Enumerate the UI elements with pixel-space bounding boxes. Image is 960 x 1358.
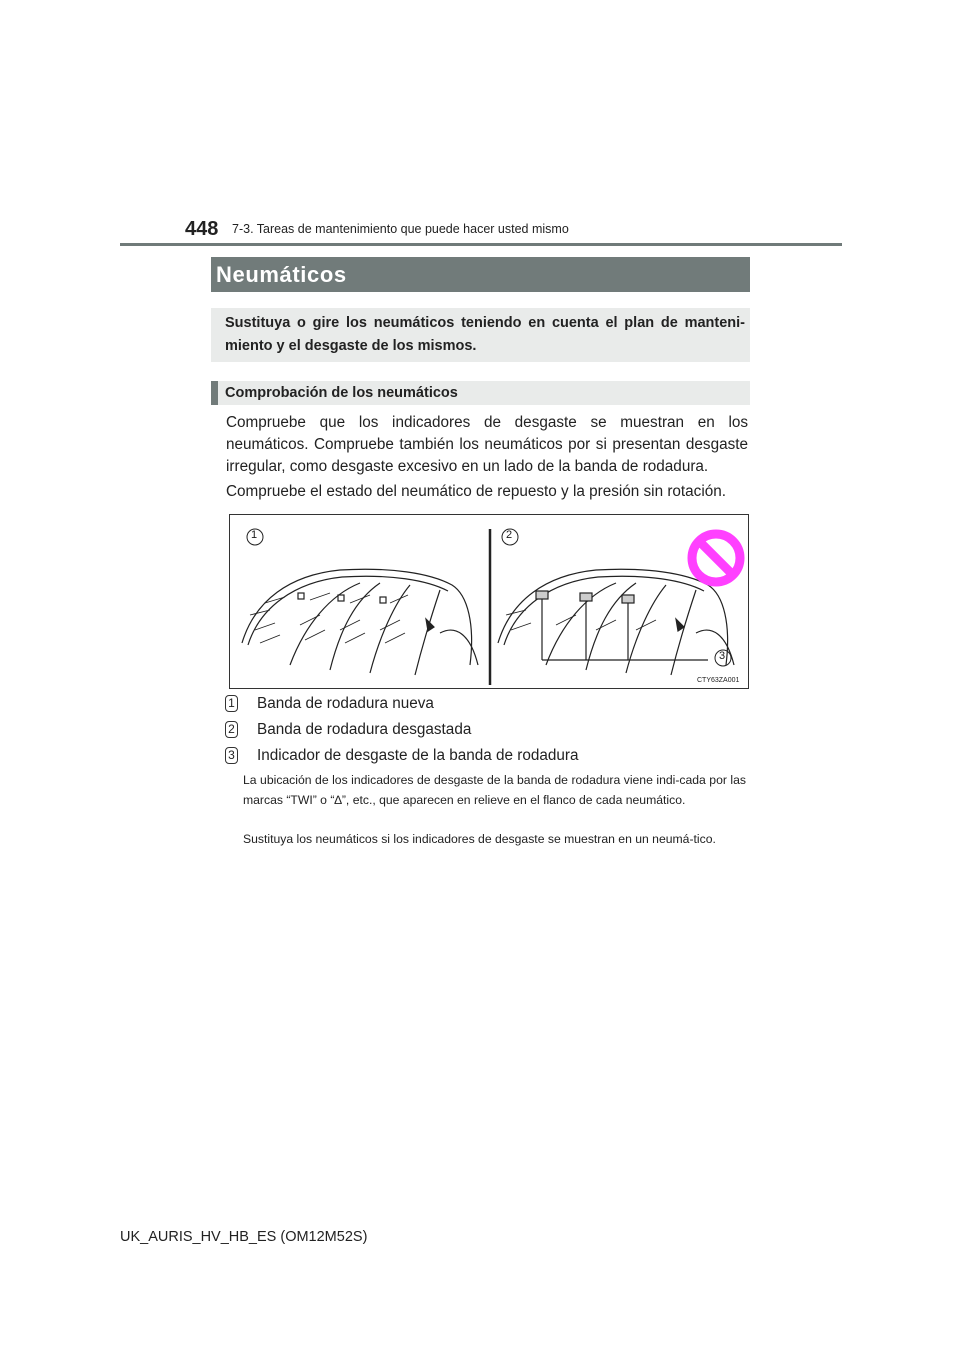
page-title: Neumáticos — [216, 262, 347, 287]
section-path: 7-3. Tareas de mantenimiento que puede hacer usted mismo — [232, 222, 569, 236]
intro-text: Sustituya o gire los neumáticos teniendo en cuenta el plan de manteni-miento y el desgaste de los mismos. — [225, 315, 745, 354]
footer-document-id: UK_AURIS_HV_HB_ES (OM12M52S) — [120, 1229, 368, 1245]
figure-code: CTY63ZA001 — [697, 677, 740, 684]
legend-number-1: 1 — [225, 695, 238, 712]
legend-number-2: 2 — [225, 721, 238, 738]
paragraph-spare-tire: Compruebe el estado del neumático de repuesto y la presión sin rotación. — [226, 483, 726, 500]
paragraph-wear-indicators: Compruebe que los indicadores de desgaste se muestran en los neumáticos. Compruebe también los neumáticos por si presentan desgaste irregular, como desgaste excesivo en un lado de la banda de rodadura. — [226, 414, 748, 475]
legend-text-1: Banda de rodadura nueva — [257, 695, 434, 712]
tire-illustration — [229, 514, 749, 689]
page-number: 448 — [185, 218, 219, 240]
legend-number-3: 3 — [225, 747, 238, 764]
no-symbol-icon — [692, 534, 740, 582]
callout-1-label: 1 — [251, 529, 258, 541]
header-rule — [120, 243, 842, 246]
note-indicator-location: La ubicación de los indicadores de desgaste de la banda de rodadura viene indi-cada por las marcas “TWI” o “∆”, etc., que aparecen en relieve en el flanco de cada neumático. — [243, 773, 746, 807]
legend-text-3: Indicador de desgaste de la banda de rodadura — [257, 747, 579, 764]
legend-text-2: Banda de rodadura desgastada — [257, 721, 472, 738]
note-replace-tires: Sustituya los neumáticos si los indicadores de desgaste se muestran en un neumá-tico. — [243, 832, 716, 846]
callout-2-label: 2 — [506, 529, 513, 541]
subsection-title: Comprobación de los neumáticos — [225, 385, 458, 401]
tire-drawing — [230, 515, 750, 690]
callout-3-label: 3 — [719, 650, 726, 662]
